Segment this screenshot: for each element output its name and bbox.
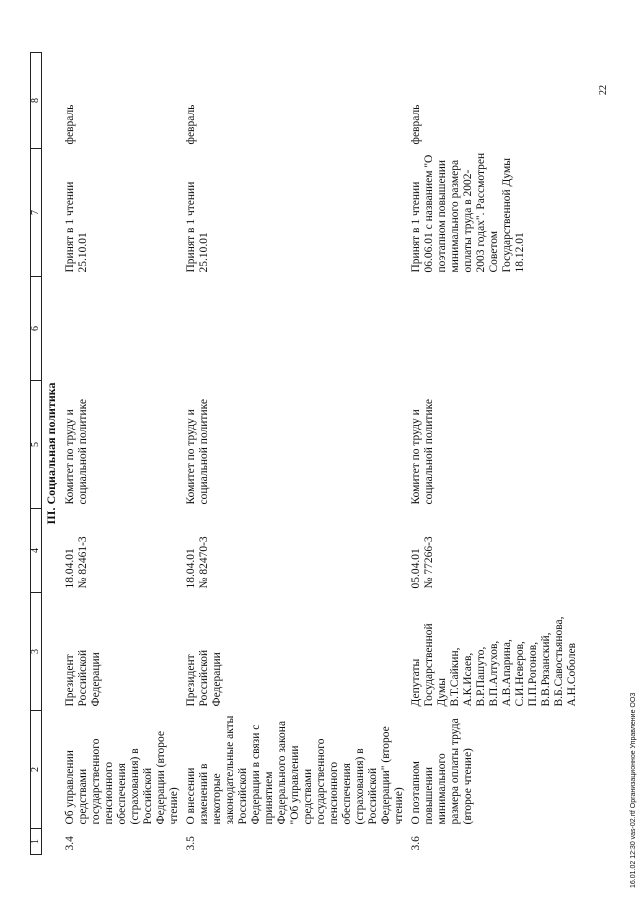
column-6-cell (408, 277, 581, 381)
bill-status: Принят в 1 чтении 25.10.01 (64, 181, 89, 273)
table-row (183, 53, 408, 855)
document-footer: 16.01.02 12:30 vas-02.rtf Организационное Управление ООЗ (630, 692, 637, 888)
bill-reg-number: № 82461-3 (77, 536, 89, 589)
bill-status: Принят в 1 чтении 06.06.01 с названием "О поэтапном повышении минимального размера оплаты труда в 2002-2003 годах". Рассмотрен Советом Государственной Думы 18.12.01 (410, 152, 526, 273)
column-6-cell (183, 277, 408, 381)
bill-initiator: Президент Российской Федерации (185, 649, 223, 707)
row-number: 3.5 (185, 836, 197, 851)
responsible-committee: Комитет по труду и социальной политике (185, 398, 210, 505)
page-number: 22 (598, 85, 609, 95)
initiator-heading: Депутаты Государственной Думы (410, 623, 448, 707)
bill-status: Принят в 1 чтении 25.10.01 (185, 181, 210, 273)
deputy-name: А.Н.Соболев (566, 642, 578, 707)
bill-reg-number: № 82470-3 (198, 536, 210, 589)
column-6-cell (62, 277, 183, 381)
column-number: 5 (31, 381, 42, 509)
column-number: 3 (31, 593, 42, 711)
bill-title: О внесении изменений в некоторые законодательные акты Российской Федерации в связи с принятием Федерального закона "Об управлении средствами государственного пенсионного обеспечения (страхования) в Российской Федерации" (второе чтение) (185, 715, 405, 825)
section-title: III. Социальная политика (44, 382, 58, 525)
bill-date: 18.04.01 (185, 548, 197, 589)
column-number: 6 (31, 277, 42, 381)
deputy-name: П.П.Рогонов, (527, 641, 539, 707)
row-number: 3.6 (410, 836, 422, 851)
responsible-committee: Комитет по труду и социальной политике (64, 398, 89, 505)
bill-term: февраль (410, 104, 422, 145)
deputy-name: А.В.Апарина, (501, 639, 513, 707)
deputy-name: В.Р.Пашуто, (475, 646, 487, 707)
deputy-name: А.К.Исаев, (462, 652, 474, 707)
bill-initiator: Президент Российской Федерации (64, 649, 102, 707)
legislation-table (30, 52, 581, 855)
bill-title: Об управлении средствами государственного пенсионного обеспечения (страхования) в Российской Федерации (второе чтение) (64, 730, 180, 825)
deputy-name: В.В.Рязанский, (540, 632, 552, 707)
deputy-name: В.П.Алтухов, (488, 640, 500, 707)
bill-registration (408, 509, 581, 593)
responsible-committee: Комитет по труду и социальной политике (410, 398, 435, 505)
row-number: 3.4 (64, 836, 76, 851)
bill-initiator (408, 593, 581, 711)
column-number: 1 (31, 829, 42, 855)
column-number: 2 (31, 711, 42, 829)
bill-registration (62, 509, 183, 593)
column-number-row (31, 53, 42, 855)
table-row (408, 53, 581, 855)
deputy-name: В.Т.Сайкин, (449, 647, 461, 707)
column-number: 4 (31, 509, 42, 593)
table-row (62, 53, 183, 855)
bill-term: февраль (64, 104, 76, 145)
section-row (42, 53, 63, 855)
deputy-name: С.И.Неверов, (514, 641, 526, 707)
bill-term: февраль (185, 104, 197, 145)
bill-reg-number: № 77266-3 (423, 536, 435, 589)
bill-date: 05.04.01 (410, 548, 422, 589)
bill-date: 18.04.01 (64, 548, 76, 589)
bill-title: О поэтапном повышении минимального размера оплаты труда (второе чтение) (410, 718, 474, 825)
column-number: 7 (31, 149, 42, 277)
deputy-name: В.Б.Савостьянова, (553, 616, 565, 707)
column-number: 8 (31, 53, 42, 149)
bill-registration (183, 509, 408, 593)
